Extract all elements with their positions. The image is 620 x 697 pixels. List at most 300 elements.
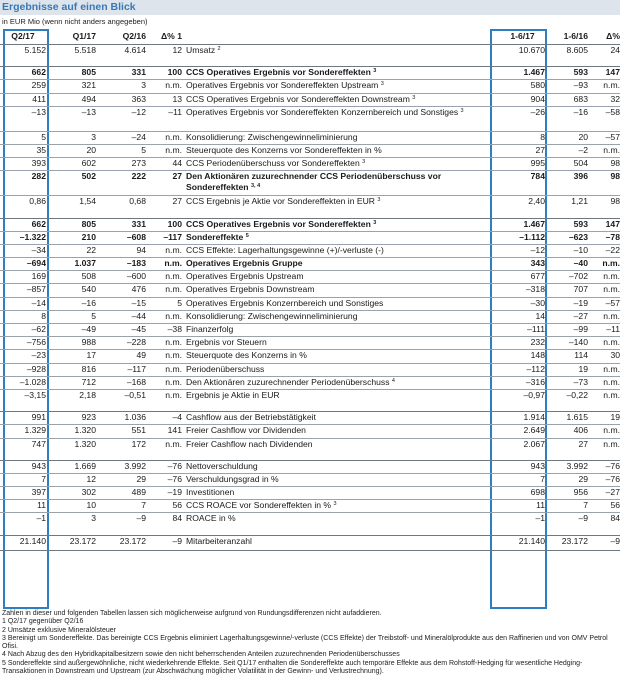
value-cell: 580 (500, 80, 545, 93)
row-label (182, 244, 500, 257)
row-label (182, 284, 500, 297)
table-row (0, 376, 620, 389)
column-header: 1-6/16 (563, 31, 588, 41)
row-label (182, 535, 500, 550)
value-cell: 683 (545, 93, 588, 106)
value-cell: 11 (0, 500, 46, 513)
value-cell: 10 (46, 500, 96, 513)
column-header: 1-6/17 (510, 31, 535, 41)
row-label (182, 231, 500, 244)
table-row (0, 438, 620, 451)
row-label (182, 258, 500, 271)
value-cell: –24 (96, 131, 146, 144)
value-cell: 27 (146, 196, 182, 209)
table-row (0, 218, 620, 231)
value-cell: 3 (96, 80, 146, 93)
value-cell: –0,22 (545, 389, 588, 402)
value-cell: 593 (545, 67, 588, 80)
value-cell: 8 (500, 131, 545, 144)
value-cell: 35 (0, 144, 46, 157)
value-cell: 282 (0, 171, 46, 196)
value-cell: 23.172 (96, 535, 146, 550)
value-cell: 0,86 (0, 196, 46, 209)
footnote-marker: 3 (380, 81, 384, 88)
table-row (0, 258, 620, 271)
value-cell: –76 (146, 460, 182, 473)
value-cell: 5.518 (46, 45, 96, 58)
value-cell: 24 (588, 45, 620, 58)
value-cell: 10.670 (500, 45, 545, 58)
value-cell: n.m. (588, 438, 620, 451)
footnote: 3 Bereinigt um Sondereffekte. Das bereinigte CCS Ergebnis eliminiert Lagerhaltungsgewinne/-verluste (CCS Effekte) der Treibstoff- und Mineralölprodukte aus den Raffinerien und von OMV Petrol Ofisi. (2, 634, 608, 651)
value-cell: 8 (0, 310, 46, 323)
value-cell: 23.172 (545, 535, 588, 550)
row-label (182, 144, 500, 157)
row-label (182, 376, 500, 389)
value-cell: –1 (0, 513, 46, 526)
table-row (0, 158, 620, 171)
value-cell: 14 (500, 310, 545, 323)
value-cell: 662 (0, 218, 46, 231)
spacer-cell (0, 526, 620, 536)
table-row (0, 487, 620, 500)
value-cell: 21.140 (0, 535, 46, 550)
value-cell: 476 (96, 284, 146, 297)
value-cell: –45 (96, 324, 146, 337)
value-cell: –4 (146, 412, 182, 425)
page-title: Ergebnisse auf einen Blick (0, 0, 620, 15)
value-cell: 991 (0, 412, 46, 425)
value-cell: –702 (545, 271, 588, 284)
value-cell: –16 (46, 297, 96, 310)
value-cell: n.m. (146, 376, 182, 389)
footnote-marker: 2 (217, 46, 221, 52)
value-cell: 27 (545, 438, 588, 451)
value-cell: 23.172 (46, 535, 96, 550)
value-cell: 943 (500, 460, 545, 473)
value-cell: 943 (0, 460, 46, 473)
group-spacer (0, 451, 620, 461)
footnote-marker: 5 (245, 232, 249, 239)
value-cell: 5 (146, 297, 182, 310)
value-cell: 100 (146, 218, 182, 231)
value-cell: n.m. (146, 271, 182, 284)
value-cell: n.m. (146, 438, 182, 451)
group-spacer (0, 526, 620, 536)
value-cell: 98 (588, 171, 620, 196)
value-cell: –19 (146, 487, 182, 500)
value-cell: 32 (588, 93, 620, 106)
value-cell: n.m. (588, 376, 620, 389)
row-label (182, 271, 500, 284)
group-spacer (0, 402, 620, 412)
footnote-marker: 3 (412, 94, 416, 101)
value-cell: –19 (545, 297, 588, 310)
value-cell: 20 (46, 144, 96, 157)
value-cell: n.m. (146, 144, 182, 157)
row-label-text: ROACE in % (186, 513, 236, 524)
row-label (182, 131, 500, 144)
value-cell: –608 (96, 231, 146, 244)
row-label (182, 337, 500, 350)
value-cell: 232 (500, 337, 545, 350)
row-label-text: Freier Cashflow nach Dividenden (186, 438, 313, 449)
table-row (0, 106, 620, 131)
value-cell: –140 (545, 337, 588, 350)
value-cell: 508 (46, 271, 96, 284)
value-cell: –76 (588, 460, 620, 473)
value-cell: 5 (46, 310, 96, 323)
value-cell: n.m. (588, 310, 620, 323)
value-cell: 995 (500, 158, 545, 171)
value-cell: 147 (588, 218, 620, 231)
row-label-text: Investitionen (186, 487, 235, 498)
table-row (0, 310, 620, 323)
row-label (182, 473, 500, 486)
value-cell: 1.669 (46, 460, 96, 473)
value-cell: 5 (96, 144, 146, 157)
value-cell: 19 (545, 363, 588, 376)
value-cell: –76 (588, 473, 620, 486)
row-label (182, 324, 500, 337)
row-label-text: Den Aktionären zuzurechnender Periodenüberschuss (186, 376, 390, 387)
row-label (182, 513, 500, 526)
value-cell: 1,21 (545, 196, 588, 209)
value-cell: –11 (588, 324, 620, 337)
value-cell: 331 (96, 67, 146, 80)
value-cell: –62 (0, 324, 46, 337)
value-cell: 2.067 (500, 438, 545, 451)
row-label-text: Operatives Ergebnis Downstream (186, 284, 315, 295)
value-cell: –756 (0, 337, 46, 350)
value-cell: –694 (0, 258, 46, 271)
value-cell: 343 (500, 258, 545, 271)
value-cell: 141 (146, 425, 182, 438)
value-cell: –117 (146, 231, 182, 244)
value-cell: 273 (96, 158, 146, 171)
value-cell: 489 (96, 487, 146, 500)
value-cell: –1.112 (500, 231, 545, 244)
table-row (0, 144, 620, 157)
table-row (0, 196, 620, 209)
column-header: Δ% (606, 31, 620, 41)
value-cell: 114 (545, 350, 588, 363)
row-label-text: CCS Ergebnis je Aktie vor Sondereffekten in EUR (186, 196, 375, 207)
value-cell: 29 (545, 473, 588, 486)
column-header: Q1/17 (72, 31, 96, 41)
value-cell: 3.992 (545, 460, 588, 473)
value-cell: –78 (588, 231, 620, 244)
value-cell: n.m. (146, 337, 182, 350)
footnote: 2 Umsätze exklusive Mineralölsteuer (2, 626, 116, 634)
value-cell: 56 (146, 500, 182, 513)
row-label-text: Umsatz (186, 45, 216, 55)
value-cell: n.m. (588, 425, 620, 438)
value-cell: –600 (96, 271, 146, 284)
table-row (0, 80, 620, 93)
value-cell: –117 (96, 363, 146, 376)
value-cell: 30 (588, 350, 620, 363)
value-cell: 805 (46, 67, 96, 80)
value-cell: 3.992 (96, 460, 146, 473)
value-cell: 27 (146, 171, 182, 196)
value-cell: 494 (46, 93, 96, 106)
value-cell: 662 (0, 67, 46, 80)
spacer-cell (0, 57, 620, 67)
value-cell: 331 (96, 218, 146, 231)
value-cell: n.m. (588, 389, 620, 402)
value-cell: –0,51 (96, 389, 146, 402)
value-cell: n.m. (588, 80, 620, 93)
table-row (0, 93, 620, 106)
row-label-text: Steuerquote des Konzerns vor Sondereffekten in % (186, 144, 382, 155)
footnote-marker: 3 (373, 219, 377, 226)
value-cell: –30 (500, 297, 545, 310)
table-row (0, 244, 620, 257)
footnote: 4 Nach Abzug des den Hybridkapitalbesitzern sowie den nicht beherrschenden Anteilen zuzurechnenden Periodenüberschusses (2, 651, 400, 659)
value-cell: –27 (545, 310, 588, 323)
value-cell: 2,18 (46, 389, 96, 402)
value-cell: 84 (146, 513, 182, 526)
row-label (182, 196, 500, 209)
column-header: Q2/16 (122, 31, 146, 41)
value-cell: 1.615 (545, 412, 588, 425)
value-cell: –9 (588, 535, 620, 550)
value-cell: 2,40 (500, 196, 545, 209)
value-cell: 677 (500, 271, 545, 284)
value-cell: 397 (0, 487, 46, 500)
row-label (182, 218, 500, 231)
value-cell: 363 (96, 93, 146, 106)
results-table (0, 29, 620, 551)
row-label (182, 45, 500, 58)
value-cell: –14 (0, 297, 46, 310)
group-spacer (0, 209, 620, 219)
value-cell: 7 (0, 473, 46, 486)
row-label-text: Operatives Ergebnis Upstream (186, 271, 304, 282)
value-cell: 1.320 (46, 438, 96, 451)
value-cell: –76 (146, 473, 182, 486)
row-label-text: Sondereffekte (186, 231, 244, 242)
row-label-text: Ergebnis je Aktie in EUR (186, 389, 280, 400)
row-label-text: Operatives Ergebnis vor Sondereffekten Konzernbereich und Sonstiges (186, 106, 459, 117)
row-label (182, 350, 500, 363)
column-header: Δ% 1 (161, 31, 182, 41)
table-row (0, 513, 620, 526)
row-label-text: Freier Cashflow vor Dividenden (186, 425, 306, 436)
footnote: Zahlen in dieser und folgenden Tabellen lassen sich möglicherweise aufgrund von Rundungsdifferenzen nicht aufaddieren. (2, 610, 382, 617)
value-cell: 1.037 (46, 258, 96, 271)
value-cell: 259 (0, 80, 46, 93)
value-cell: 222 (96, 171, 146, 196)
row-label (182, 500, 500, 513)
value-cell: –15 (96, 297, 146, 310)
value-cell: 7 (96, 500, 146, 513)
row-label-text: Ergebnis vor Steuern (186, 337, 267, 348)
value-cell: –316 (500, 376, 545, 389)
value-cell: 411 (0, 93, 46, 106)
footnote-marker: 3 (373, 68, 377, 75)
value-cell: n.m. (146, 350, 182, 363)
row-label-text: CCS ROACE vor Sondereffekten in % (186, 500, 332, 511)
value-cell: 3 (46, 513, 96, 526)
value-cell: 393 (0, 158, 46, 171)
value-cell: 1.467 (500, 67, 545, 80)
value-cell: –34 (0, 244, 46, 257)
value-cell: –73 (545, 376, 588, 389)
row-label (182, 106, 500, 131)
table-row (0, 535, 620, 550)
row-label-text: Konsolidierung: Zwischengewinneliminierung (186, 310, 358, 321)
table-row (0, 500, 620, 513)
row-label (182, 438, 500, 451)
value-cell: 321 (46, 80, 96, 93)
value-cell: –99 (545, 324, 588, 337)
value-cell: 602 (46, 158, 96, 171)
value-cell: 1.914 (500, 412, 545, 425)
value-cell: n.m. (588, 337, 620, 350)
row-label-text: Cashflow aus der Betriebstätigkeit (186, 412, 316, 423)
footnote-marker: 4 (391, 377, 395, 384)
value-cell: –111 (500, 324, 545, 337)
row-label-text: CCS Operatives Ergebnis vor Sondereffekten Downstream (186, 93, 410, 104)
value-cell: –23 (0, 350, 46, 363)
table-row (0, 45, 620, 58)
footnote-marker: 3, 4 (250, 183, 261, 190)
value-cell: –2 (545, 144, 588, 157)
value-cell: 396 (545, 171, 588, 196)
value-cell: 98 (588, 196, 620, 209)
value-cell: –168 (96, 376, 146, 389)
table-row (0, 425, 620, 438)
value-cell: –57 (588, 297, 620, 310)
value-cell: n.m. (146, 363, 182, 376)
row-label (182, 487, 500, 500)
value-cell: –57 (588, 131, 620, 144)
value-cell: 551 (96, 425, 146, 438)
footnote: 1 Q2/17 gegenüber Q2/16 (2, 618, 84, 626)
value-cell: 784 (500, 171, 545, 196)
footnote-marker: 3 (362, 159, 366, 166)
value-cell: 7 (545, 500, 588, 513)
value-cell: n.m. (588, 144, 620, 157)
table-row (0, 131, 620, 144)
row-label-text: Operatives Ergebnis vor Sondereffekten Upstream (186, 80, 379, 91)
value-cell: 707 (545, 284, 588, 297)
value-cell: 20 (545, 131, 588, 144)
row-label (182, 425, 500, 438)
value-cell: 904 (500, 93, 545, 106)
value-cell: 147 (588, 67, 620, 80)
value-cell: 805 (46, 218, 96, 231)
value-cell: 406 (545, 425, 588, 438)
value-cell: n.m. (588, 271, 620, 284)
value-cell: 27 (500, 144, 545, 157)
value-cell: –9 (96, 513, 146, 526)
value-cell: 504 (545, 158, 588, 171)
value-cell: –857 (0, 284, 46, 297)
value-cell: –13 (0, 106, 46, 131)
footnote: 5 Sondereffekte sind außergewöhnliche, nicht wiederkehrende Effekte. Seit Q1/17 enthalten die Sondereffekte auch temporäre Effekte aus dem Rohstoff-Hedging für wesentliche Hedging-Transaktionen in Downstream und Upstream (zur Abschwächung möglicher Volatilität in der Gewinn- und Verlustrechnung). (2, 659, 583, 676)
value-cell: –58 (588, 106, 620, 131)
value-cell: 3 (46, 131, 96, 144)
row-label (182, 93, 500, 106)
table-row (0, 363, 620, 376)
value-cell: 49 (96, 350, 146, 363)
value-cell: –9 (545, 513, 588, 526)
footnotes (2, 610, 618, 676)
value-cell: 98 (588, 158, 620, 171)
row-label (182, 310, 500, 323)
value-cell: –44 (96, 310, 146, 323)
table-row (0, 473, 620, 486)
value-cell: –12 (500, 244, 545, 257)
value-cell: 0,68 (96, 196, 146, 209)
table-row (0, 271, 620, 284)
row-label-text: CCS Operatives Ergebnis vor Sondereffekten (186, 218, 371, 229)
value-cell: 210 (46, 231, 96, 244)
value-cell: 502 (46, 171, 96, 196)
footnote-marker: 3 (377, 197, 381, 204)
value-cell: 5.152 (0, 45, 46, 58)
value-cell: –40 (545, 258, 588, 271)
value-cell: –49 (46, 324, 96, 337)
value-cell: –27 (588, 487, 620, 500)
value-cell: 17 (46, 350, 96, 363)
row-label (182, 412, 500, 425)
value-cell: 172 (96, 438, 146, 451)
table-row (0, 297, 620, 310)
footnote-marker: 3 (460, 107, 464, 114)
value-cell: 712 (46, 376, 96, 389)
value-cell: 84 (588, 513, 620, 526)
value-cell: –928 (0, 363, 46, 376)
row-label-text: CCS Periodenüberschuss vor Sondereffekten (186, 158, 360, 169)
table-row (0, 231, 620, 244)
value-cell: 56 (588, 500, 620, 513)
value-cell: 13 (146, 93, 182, 106)
value-cell: 5 (0, 131, 46, 144)
value-cell: –12 (96, 106, 146, 131)
value-cell: –22 (588, 244, 620, 257)
value-cell: –183 (96, 258, 146, 271)
table-row (0, 171, 620, 196)
value-cell: 2.649 (500, 425, 545, 438)
row-label-text: Verschuldungsgrad in % (186, 473, 279, 484)
value-cell: n.m. (146, 310, 182, 323)
column-header: Q2/17 (11, 31, 35, 41)
value-cell: n.m. (146, 131, 182, 144)
row-label-text: Nettoverschuldung (186, 460, 258, 471)
value-cell: n.m. (146, 389, 182, 402)
row-label-text: Periodenüberschuss (186, 363, 265, 374)
value-cell: n.m. (588, 363, 620, 376)
value-cell: n.m. (146, 258, 182, 271)
value-cell: –26 (500, 106, 545, 131)
row-label-text: Operatives Ergebnis Gruppe (186, 258, 303, 269)
value-cell: 11 (500, 500, 545, 513)
value-cell: –10 (545, 244, 588, 257)
value-cell: 148 (500, 350, 545, 363)
row-label (182, 389, 500, 402)
value-cell: n.m. (146, 244, 182, 257)
value-cell: n.m. (588, 284, 620, 297)
group-spacer (0, 57, 620, 67)
table-row (0, 324, 620, 337)
row-label-text: Den Aktionären zuzurechnender CCS Periodenüberschuss vor Sondereffekten (186, 171, 442, 193)
row-label-text: Steuerquote des Konzerns in % (186, 350, 307, 361)
value-cell: –13 (46, 106, 96, 131)
